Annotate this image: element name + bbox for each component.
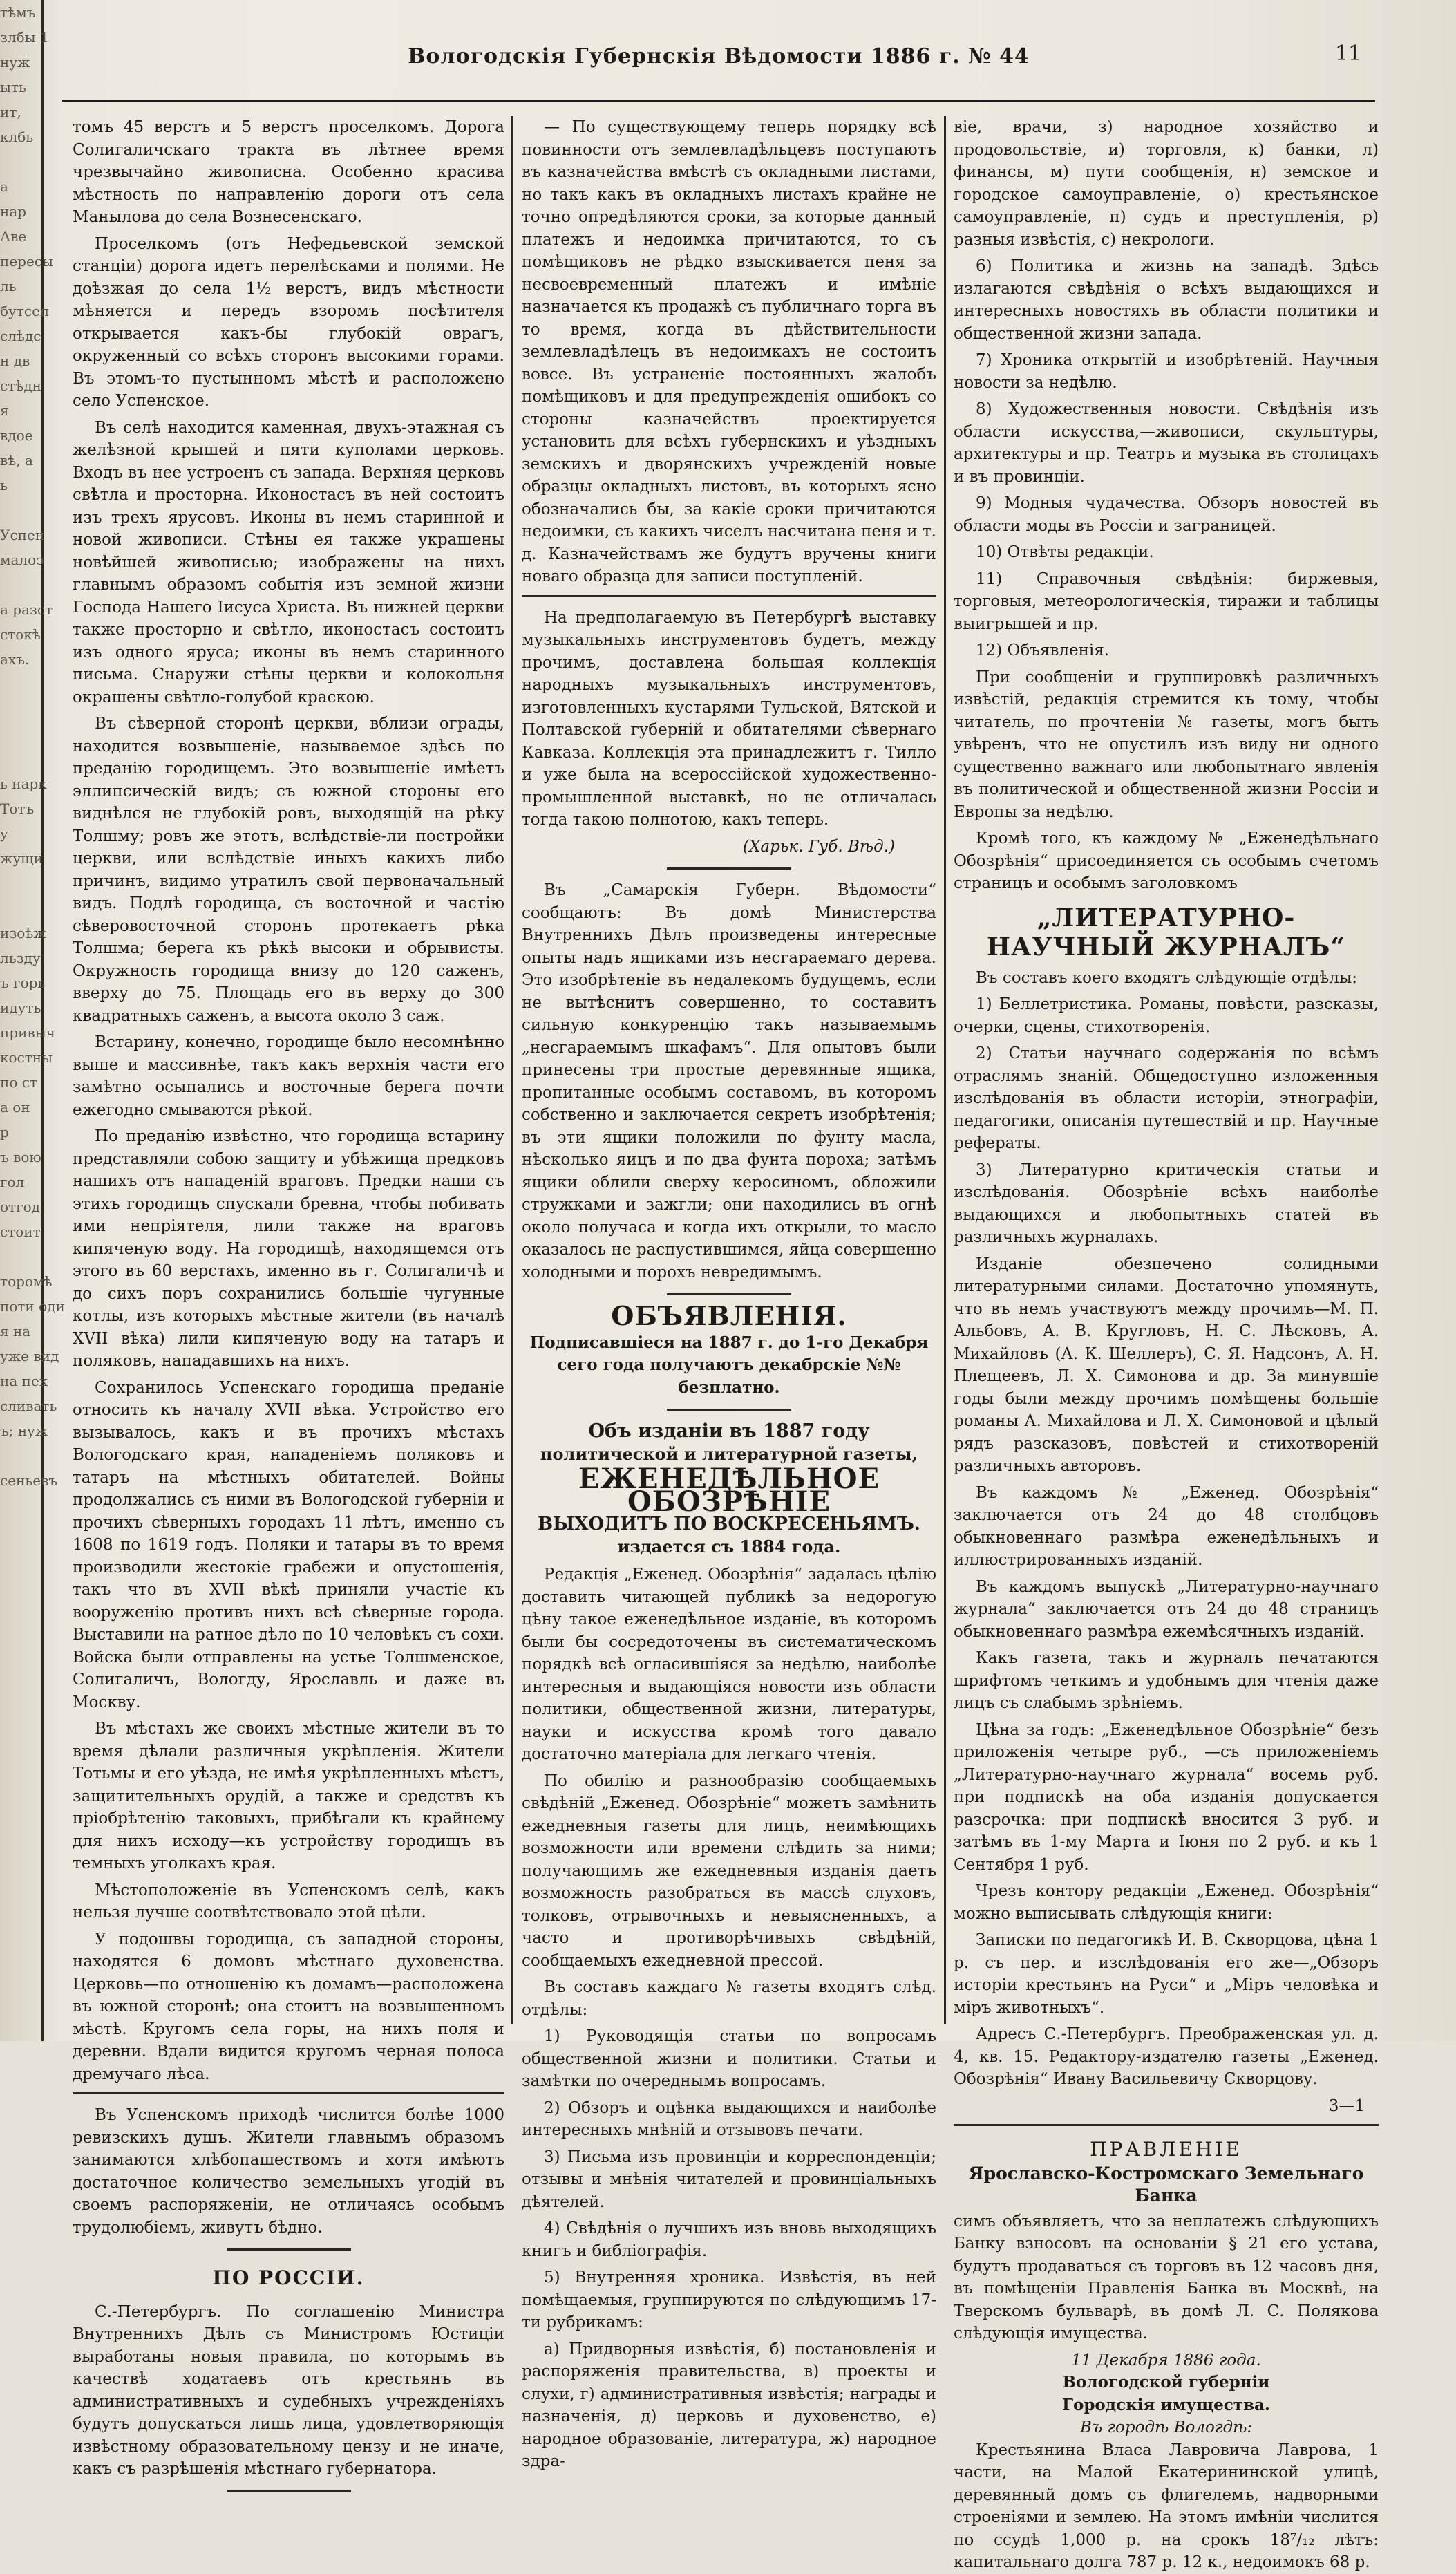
ad-title-line-2: политической и литературной газеты, [540,1443,918,1464]
short-rule [667,1293,791,1295]
bleed-line: ыть [0,79,26,95]
column-1 [73,116,504,2478]
paragraph: С.-Петербургъ. По соглашенію Министра Внутреннихъ Дѣлъ съ Министромъ Юстиціи выработаны новыя правила, по которымъ въ качествѣ ходатаевъ отъ крестьянъ въ административныхъ и судебныхъ учрежденіяхъ будутъ допускаться лишь лица, удовлетворяющія извѣстному образовательному цензу и не иначе, какъ съ разрѣшенія мѣстнаго губернатора. [73,2302,504,2478]
bleed-line [0,572,41,597]
paragraph: томъ 45 верстъ и 5 верстъ проселкомъ. Дорога Солигаличскаго тракта въ лѣтнее время чрезвычайно живописна. Особенно красива мѣстность по направленію дороги отъ села Манылова до села Вознесенскаго. [73,118,504,226]
bleed-line [0,722,41,746]
bleed-line: слѣдс [0,328,41,344]
bleed-line: ь нарк [0,776,47,792]
list-item: 3) Литературно критическія статьи и изслѣдованія. Обозрѣніе всѣхъ наиболѣе выдающихся и любопытныхъ статей въ различныхъ журналахъ. [954,1161,1379,1246]
bleed-line: вѣ, а [0,452,33,469]
bank-name: Ярославско-Костромскаго Земельнаго Банка [968,2163,1364,2206]
list-item: 3) Письма изъ провинціи и корреспонденціи; отзывы и мнѣнія читателей и провинціальныхъ дѣятелей. [522,2148,936,2211]
bleed-line: нар [0,203,27,220]
bleed-line: по ст [0,1074,37,1091]
paragraph: — По существующему теперь порядку всѣ повинности отъ землевладѣльцевъ поступаютъ въ казначейства вмѣстѣ съ окладными листами, но такъ какъ въ окладныхъ листахъ крайне не точно опредѣляются сроки, за которые данный платежъ и недоимка причитаются, то съ помѣщиковъ не рѣдко взыскивается пеня за несвоевременный платежъ и имѣніе назначается къ продажѣ съ публичнаго торга въ то время, когда въ дѣйствительности землевладѣлецъ въ недоимкахъ не состоитъ вовсе. Въ устраненіе постоянныхъ жалобъ помѣщиковъ и для предупрежденія ошибокъ со стороны казначействъ проектируется установить для всѣхъ губернскихъ и уѣздныхъ земскихъ и дворянскихъ учрежденій новые образцы окладныхъ листовъ, въ которыхъ ясно обозначались бы, за какіе сроки причитаются недоимки, съ какихъ чиселъ насчитана пеня и т. д. Казначействамъ же будутъ вручены книги новаго образца для записи поступленій. [522,118,936,585]
paragraph: Въ составъ коего входятъ слѣдующіе отдѣлы: [976,968,1357,987]
list-item: 11) Справочныя свѣдѣнія: биржевыя, торговыя, метеорологическія, тиражи и таблицы выигрышей и пр. [954,570,1379,633]
paragraph: Кромѣ того, къ каждому № „Еженедѣльнаго Обозрѣнія“ присоединяется съ особымъ счетомъ страницъ и особымъ заголовкомъ [954,829,1379,892]
bleed-line: р [0,1124,9,1140]
paragraph: Въ каждомъ выпускѣ „Литературно-научнаго журнала“ заключается отъ 24 до 48 страницъ обыкновеннаго размѣра ежемѣсячныхъ изданій. [954,1577,1379,1641]
paragraph: Встарину, конечно, городище было несомнѣнно выше и массивнѣе, такъ какъ верхнія части его замѣтно осыпались и восточные берега почти ежегодно смываются рѣкой. [73,1033,504,1119]
notice-date: 11 Декабря 1886 года. [1071,2351,1261,2369]
bleed-line: ъ; нуж [0,1422,48,1439]
bleed-line [0,498,41,523]
paragraph: Въ „Самарскія Губерн. Вѣдомости“ сообщаютъ: Въ домѣ Министерства Внутреннихъ Дѣлъ произведены интересные опыты надъ ящиками изъ несгараемаго дерева. Это изобрѣтеніе въ недалекомъ будущемъ, если не вытѣснитъ совершенно, то составитъ сильную конкуренцію такъ называемымъ „несгараемымъ шкафамъ“. Для опытовъ были принесены три простые деревянные ящика, пропитанные особымъ составомъ, въ которомъ собственно и заключается секретъ изобрѣтенія; въ эти ящики положили по фунту масла, нѣсколько яицъ и по два фунта пороха; затѣмъ ящики облили сверху керосиномъ, обложили стружками и зажгли; они находились въ огнѣ около получаса и когда ихъ открыли, то масло оказалось не распустившимся, яйца совершенно холодными и порохъ невредимымъ. [522,881,936,1281]
list-item: 2) Статьи научнаго содержанія по всѣмъ отраслямъ знаній. Общедоступно изложенныя изслѣдованія въ области исторіи, этнографіи, педагогики, описанія путешествій и пр. Научные рефераты. [954,1044,1379,1152]
bleed-line: а [0,178,8,195]
bleed-line [0,1244,41,1269]
bleed-line: уже вид [0,1348,59,1364]
bleed-line: изоѣж [0,925,46,941]
bleed-line: ахъ. [0,651,30,668]
bleed-line: на пек [0,1373,48,1389]
adjacent-page-edge [0,0,65,2041]
list-item: 7) Хроника открытій и изобрѣтеній. Научныя новости за недѣлю. [954,351,1379,392]
bleed-line [0,672,41,697]
bleed-line: тѣмъ [0,4,36,21]
list-item: 10) Отвѣты редакціи. [976,543,1154,561]
bleed-line: бутсеп [0,303,50,319]
paragraph: Мѣстоположеніе въ Успенскомъ селѣ, какъ нельзя лучше соотвѣтствовало этой цѣли. [73,1881,504,1922]
paragraph: віе, врачи, з) народное хозяйство и продовольствіе, и) торговля, к) банки, л) финансы, м) пути сообщенія, н) земское и городское самоуправленіе, о) крестьянское самоуправленіе, п) судъ и преступленія, р) разныя извѣстія, с) некрологи. [954,118,1379,249]
paragraph: По преданію извѣстно, что городища встарину представляли собою защиту и убѣжища предковъ нашихъ отъ нападеній враговъ. Предки наши съ этихъ городищъ спускали бревна, чтобы побивать ими непріятеля, лили также на враговъ кипяченую воду. На городищѣ, находящемся отъ этого въ 60 верстахъ, именно въ г. Солигаличѣ и до сихъ поръ сохранились большіе чугунные котлы, изъ которыхъ мѣстные жители (въ началѣ XVII вѣка) лили кипяченую воду на татаръ и поляковъ, нападавшихъ на нихъ. [73,1127,504,1370]
newspaper-title: Вологодскія Губернскія Вѣдомости 1886 г. № 44 [408,44,1030,68]
bleed-line: а он [0,1099,30,1116]
short-rule [667,1409,791,1411]
province-heading: Вологодской губерніи [1062,2373,1270,2392]
bleed-line: стоит [0,1223,41,1240]
bleed-line: отгод [0,1199,40,1215]
paragraph: Чрезъ контору редакціи „Еженед. Обозрѣнія“ можно выписывать слѣдующія книги: [954,1882,1379,1923]
insertion-count: 3—1 [1328,2096,1365,2115]
list-item: 8) Художественныя новости. Свѣдѣнія изъ области искусства,—живописи, скульптуры, архитектуры и пр. Театръ и музыка въ столицахъ и въ провинціи. [954,400,1379,486]
ad-title-line-1: Объ изданіи въ 1887 году [588,1420,870,1442]
source-signature: (Харьк. Губ. Вѣд.) [743,837,895,856]
bleed-line: Успен [0,527,45,543]
bleed-line: ъ вою [0,1149,41,1165]
paragraph: Въ селѣ находится каменная, двухъ-этажная съ желѣзной крышей и пяти куполами церковь. Входъ въ нее устроенъ съ запада. Верхняя церковь свѣтла и просторна. Иконостасъ въ ней состоитъ изъ трехъ ярусовъ. Иконы въ немъ старинной и новой живописи. Стѣны ея также украшены новѣйшей живописью; изображены на нихъ главнымъ образомъ событія изъ земной жизни Господа Нашего Іисуса Христа. Въ нижней церкви также просторно и свѣтло, иконостасъ состоитъ изъ одного яруса; иконы въ немъ старинного письма. Снаружи стѣны церкви и колокольня окрашены свѣтло-голубой краскою. [73,418,504,706]
paragraph: Цѣна за годъ: „Еженедѣльное Обозрѣніе“ безъ приложенія четыре руб., —съ приложеніемъ „Литературно-научнаго журнала“ восемь руб. при подпискѣ на оба изданія допускается разсрочка: при подпискѣ вносится 3 руб. и затѣмъ въ 1-му Марта и Іюня по 2 руб. и къ 1 Сентября 1 руб. [954,1720,1379,1874]
bleed-line: злбы 1 [0,29,49,46]
section-rule [954,2124,1379,2126]
bleed-line: я [0,402,9,419]
ad-schedule: ВЫХОДИТЪ ПО ВОСКРЕСЕНЬЯМЪ. [538,1514,920,1534]
bleed-line: малоэ [0,552,44,568]
bleed-line: идуть [0,999,41,1016]
page-header [62,40,1375,102]
paragraph: Адресъ С.-Петербургъ. Преображенская ул. д. 4, кв. 15. Редактору-издателю газеты „Еженед. Обозрѣнія“ Ивану Васильевичу Скворцову. [954,2025,1379,2088]
header-rule [62,100,1375,102]
bleed-line [0,1443,41,1468]
bleed-line: а разст [0,601,53,618]
bleed-line: стокѣ [0,626,41,643]
bleed-line: н дв [0,353,30,369]
bleed-line: гол [0,1174,25,1190]
city-heading: Въ городѣ Вологдѣ: [1079,2418,1253,2436]
bleed-line: сеньевъ [0,1472,58,1489]
list-item: а) Придворныя извѣстія, б) постановленія и распоряженія правительства, в) проекты и слухи, г) административныя извѣстія; награды и назначенія, д) церковь и духовенство, е) народное образованіе, литература, ж) народное здра- [522,2340,936,2470]
board-title: ПРАВЛЕНІЕ [1090,2138,1242,2161]
list-item: 9) Модныя чудачества. Обзоръ новостей въ области моды въ Россіи и заграницей. [954,494,1379,535]
bleed-line: ь [0,477,8,494]
bleed-line: привыч [0,1024,55,1041]
bleed-line: жущи [0,850,44,867]
section-title-po-rossii: ПО РОССІИ. [212,2266,365,2289]
bleed-line: Тотъ [0,800,35,817]
journal-title: „ЛИТЕРАТУРНО-НАУЧНЫЙ ЖУРНАЛЪ“ [986,903,1346,961]
list-item: 5) Внутренняя хроника. Извѣстія, въ ней помѣщаемыя, группируются по слѣдующимъ 17-ти рубрикамъ: [522,2268,936,2331]
paragraph: Въ составъ каждаго № газеты входятъ слѣд. отдѣлы: [522,1978,936,2019]
bleed-line: нуж [0,54,30,71]
list-item: 2) Обзоръ и оцѣнка выдающихся и наиболѣе интересныхъ мнѣній и отзывовъ печати. [522,2098,936,2139]
list-item: 6) Политика и жизнь на западѣ. Здѣсь излагаются свѣдѣнія о всѣхъ выдающихся и интересныхъ новостяхъ въ области политики и общественной жизни запада. [954,257,1379,343]
paragraph: Изданіе обезпечено солидными литературными силами. Достаточно упомянуть, что въ немъ участвуютъ между прочимъ—М. П. Альбовъ, А. В. Кругловъ, Н. С. Лѣсковъ, А. Михайловъ (А. К. Шеллеръ), С. Я. Надсонъ, А. Н. Плещеевъ, Л. Х. Симонова и др. За минувшіе годы были между прочимъ помѣщены большіе романы А. Михайлова и Л. Х. Симоновой и цѣлый рядъ разсказовъ, повѣстей и стихотвореній различныхъ авторовъ. [954,1255,1379,1475]
bleed-line: поти оди [0,1298,65,1315]
subscription-notice: Подписавшіеся на 1887 г. до 1-го Декабря сего года получаютъ декабрскіе №№ безплатно. [529,1333,929,1397]
section-rule [73,2092,504,2094]
list-item: 1) Беллетристика. Романы, повѣсти, разсказы, очерки, сцены, стихотворенія. [954,995,1379,1036]
bleed-line: торомѣ [0,1273,53,1290]
ads-section-title: ОБЪЯВЛЕНІЯ. [611,1300,847,1331]
bleed-line [0,697,41,722]
short-rule [667,867,791,870]
paragraph: При сообщеніи и группировкѣ различныхъ извѣстій, редакція стремится къ тому, чтобы читатель, по прочтеніи № газеты, могъ быть увѣренъ, что не опустилъ изъ виду ни одного существенно важнаго или любопытнаго явленія въ политической и общественной жизни Россіи и Европы за недѣлю. [954,668,1379,821]
section-rule [522,595,936,597]
bleed-line: вдое [0,427,33,444]
paragraph: Проселкомъ (отъ Нефедьевской земской станціи) дорога идетъ перелѣсками и полями. Не доѣзжая до села 1½ верстъ, видъ мѣстности мѣняется и передъ взоромъ посѣтителя открывается какъ-бы глубокій оврагъ, окруженный со всѣхъ сторонъ высокими горами. Въ этомъ-то пустынномъ мѣстѣ и расположено село Успенское. [73,234,504,410]
short-rule [227,2490,351,2492]
paragraph: Въ каждомъ № „Еженед. Обозрѣнія“ заключается отъ 24 до 48 столбцовъ обыкновеннаго размѣра еженедѣльныхъ и иллюстрированныхъ изданій. [954,1483,1379,1569]
bleed-line: ль [0,278,17,294]
paragraph: Редакція „Еженед. Обозрѣнія“ задалась цѣлію доставить читающей публикѣ за недорогую цѣну такое еженедѣльное изданіе, въ которомъ были бы сосредоточены въ систематическомъ порядкѣ всѣ огласившіяся за недѣлю, наиболѣе интересныя и выдающіяся новости изъ области политики, общественной жизни, литературы, науки и искусства кромѣ того давало достаточно матеріала для легкаго чтенія. [522,1566,936,1763]
bleed-line: ит, [0,104,21,120]
paragraph: Въ сѣверной сторонѣ церкви, вблизи ограды, находится возвышеніе, называемое здѣсь по преданію городищемъ. Это возвышеніе имѣетъ эллипсическій видъ; съ южной стороны его виднѣлся не глубокій ровъ, выходящій на рѣку Толшму; ровъ же этотъ, вслѣдствіе-ли постройки церкви, или вслѣдствіе иныхъ какихъ либо причинъ, видимо утратилъ свой первоначальный видъ. Подлѣ городища, съ восточной и частію сѣверовосточной сторонъ протекаетъ рѣка Толшма; берега къ рѣкѣ высоки и обрывисты. Окружность городища внизу до 120 саженъ, вверху до 75. Площадь его въ верху до 300 квадратныхъ саженъ, а высота около 3 саж. [73,715,504,1025]
paragraph: Какъ газета, такъ и журналъ печатаются шрифтомъ четкимъ и удобнымъ для чтенія даже лицъ съ слабымъ зрѣніемъ. [954,1649,1379,1712]
paragraph: Въ Успенскомъ приходѣ числится болѣе 1000 ревизскихъ душъ. Жители главнымъ образомъ занимаются хлѣбопашествомъ и хотя имѣютъ достаточное количество земельныхъ угодій въ своемъ распоряженіи, не отличаясь особымъ трудолюбіемъ, живутъ бѣдно. [73,2106,504,2237]
paragraph: По обилію и разнообразію сообщаемыхъ свѣдѣній „Еженед. Обозрѣніе“ можетъ замѣнить ежедневныя газеты для лицъ, неимѣющихъ возможности или времени слѣдить за ними; получающимъ же ежедневныя изданія даетъ возможность разобраться въ массѣ слуховъ, толковъ, отрывочныхъ и невыясненныхъ, а часто и противорѣчивыхъ свѣдѣній, сообщаемыхъ ежедневной прессой. [522,1772,936,1970]
bleed-line [0,871,41,896]
bleed-line: я на [0,1323,31,1340]
ad-since: издается съ 1884 года. [617,1536,841,1557]
bleed-line: стѣдн [0,377,41,394]
bleed-line: Аве [0,228,27,245]
bleed-line: льзду [0,950,41,966]
paragraph: симъ объявляетъ, что за неплатежъ слѣдующихъ Банку взносовъ на основаніи § 21 его устава, будутъ продаваться съ торговъ въ 12 часовъ дня, въ помѣщеніи Правленія Банка въ Москвѣ, на Тверскомъ бульварѣ, въ домѣ Л. С. Полякова слѣдующія имущества. [954,2212,1379,2342]
bleed-line: у [0,825,8,842]
page-number: 11 [1334,41,1361,66]
paragraph: Записки по педагогикѣ И. В. Скворцова, цѣна 1 р. съ пер. и изслѣдованія его же—„Обзоръ исторіи крестьянъ на Руси“ и „Міръ человѣка и міръ животныхъ“. [954,1931,1379,2017]
paragraph: На предполагаемую въ Петербургѣ выставку музыкальныхъ инструментовъ будетъ, между прочимъ, доставлена большая коллекція народныхъ музыкальныхъ инструментовъ, изготовленныхъ кустарями Тульской, Вятской и Полтавской губерній и обитателями сѣвернаго Кавказа. Коллекція эта принадлежитъ г. Тилло и уже была на всероссійской художественно-промышленной выставкѣ, но не отличалась тогда такою полнотою, какъ теперь. [522,608,936,829]
list-item: 12) Объявленія. [976,641,1110,659]
short-rule [227,2248,351,2251]
bleed-line: сливать [0,1398,57,1414]
paragraph: Крестьянина Власа Лавровича Лаврова, 1 части, на Малой Екатерининской улицѣ, деревянный домъ съ флигелемъ, надворными строеніями и землею. На этомъ имѣніи числится по ссудѣ 1,000 р. на срокъ 18⁷/₁₂ лѣтъ: капитальнаго долга 787 р. 12 к., недоимокъ 68 р. [954,2441,1379,2571]
paragraph: Сохранилось Успенскаго городища преданіе относить къ началу XVII вѣка. Устройство его вызывалось, какъ и въ прочихъ мѣстахъ Вологодскаго края, нападеніемъ поляковъ и татаръ на мѣстныхъ обитателей. Войны продолжались съ ними въ Вологодской губерніи и прочихъ сѣверныхъ городахъ 11 лѣтъ, именно съ 1608 по 1619 годъ. Поляки и татары въ то время производили жестокіе грабежи и опустошенія, такъ что въ XVII вѣкѣ приняли участіе къ вооруженію противъ нихъ всѣ сѣверные города. Выставили на ратное дѣло по 10 человѣкъ съ сохи. Войска были отправлены на устье Толшменское, Солигаличъ, Вологду, Ярославль и даже въ Москву. [73,1378,504,1711]
property-type-heading: Городскія имущества. [1062,2395,1270,2414]
bleed-line: пересы [0,253,53,270]
column-divider-1 [511,116,513,2024]
list-item: 1) Руководящія статьи по вопросамъ общественной жизни и политики. Статьи и замѣтки по очереднымъ вопросамъ. [522,2027,936,2090]
ad-publication-name: ЕЖЕНЕДѢЛЬНОЕ ОБОЗРѢНІЕ [578,1463,880,1518]
bleed-line: костны [0,1049,53,1066]
bleed-line [0,149,41,174]
bleed-line [0,746,41,771]
column-divider-2 [944,116,946,2024]
list-item: 4) Свѣдѣнія о лучшихъ изъ вновь выходящихъ книгъ и библіографія. [522,2219,936,2260]
paragraph: Въ мѣстахъ же своихъ мѣстные жители въ то время дѣлали различныя укрѣпленія. Жители Тотьмы и его уѣзда, не имѣя укрѣпленныхъ мѣстъ, защитительныхъ орудій, а также и средствъ къ пріобрѣтенію таковыхъ, прибѣгали къ крайнему для нихъ исходу—къ устройству городищъ въ темныхъ уголкахъ края. [73,1720,504,1872]
column-3 [954,116,1379,2571]
bleed-line: клбь [0,129,34,145]
bleed-line: ъ горь [0,975,46,991]
column-2 [522,116,936,2470]
paragraph: У подошвы городища, съ западной стороны, находятся 6 домовъ мѣстнаго духовенства. Церковь—по отношенію къ домамъ—расположена въ южной сторонѣ; она стоитъ на возвышенномъ мѣстѣ. Кругомъ села горы, на нихъ поля и деревни. Вдали видится кругомъ черная полоса дремучаго лѣса. [73,1930,504,2083]
bleed-line [0,896,41,921]
